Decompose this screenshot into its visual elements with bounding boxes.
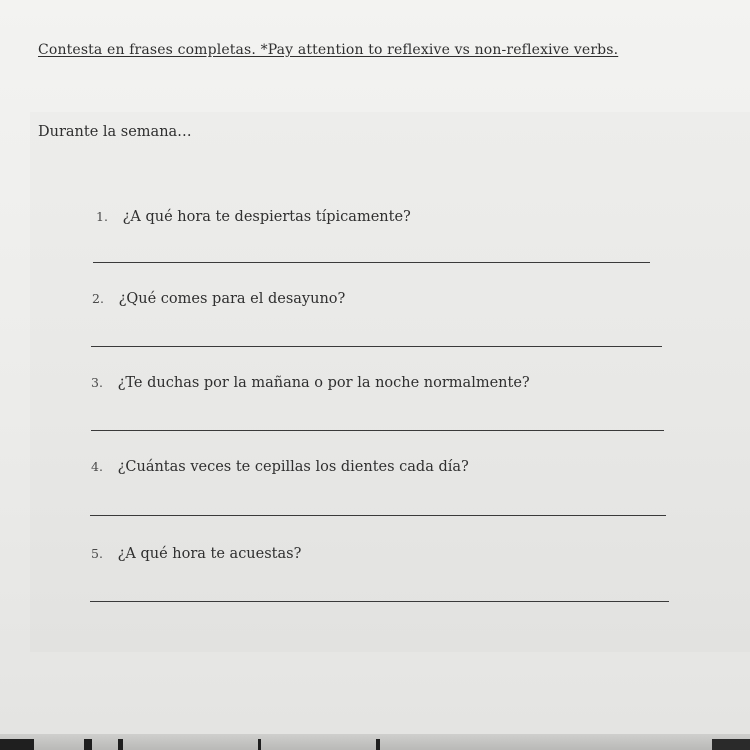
question-number: 5. bbox=[91, 546, 103, 561]
question-text: ¿A qué hora te despiertas típicamente? bbox=[122, 209, 411, 225]
question-number: 1. bbox=[96, 209, 108, 224]
desk-shadow bbox=[712, 739, 750, 750]
instructions: Contesta en frases completas. *Pay attention to reflexive vs non-reflexive verbs. bbox=[38, 42, 619, 58]
question-text: ¿Qué comes para el desayuno? bbox=[118, 291, 346, 307]
desk-surface bbox=[0, 734, 750, 750]
desk-shadow bbox=[258, 739, 261, 750]
intro-text: Durante la semana… bbox=[38, 124, 192, 140]
desk-shadow bbox=[118, 739, 123, 750]
desk-shadow bbox=[376, 739, 380, 750]
question-text: ¿Te duchas por la mañana o por la noche normalmente? bbox=[117, 375, 530, 391]
answer-line-2[interactable] bbox=[91, 346, 662, 347]
question-3 bbox=[91, 375, 530, 391]
question-5 bbox=[91, 546, 301, 562]
question-number: 2. bbox=[92, 291, 104, 306]
answer-line-5[interactable] bbox=[90, 601, 669, 602]
question-4 bbox=[91, 459, 469, 475]
question-text: ¿Cuántas veces te cepillas los dientes cada día? bbox=[117, 459, 469, 475]
desk-shadow bbox=[0, 739, 34, 750]
answer-line-4[interactable] bbox=[90, 515, 666, 516]
question-number: 3. bbox=[91, 375, 103, 390]
desk-shadow bbox=[84, 739, 92, 750]
answer-line-3[interactable] bbox=[91, 430, 664, 431]
question-number: 4. bbox=[91, 459, 103, 474]
question-text: ¿A qué hora te acuestas? bbox=[117, 546, 302, 562]
question-1 bbox=[96, 209, 411, 225]
question-2 bbox=[92, 291, 345, 307]
answer-line-1[interactable] bbox=[93, 262, 650, 263]
